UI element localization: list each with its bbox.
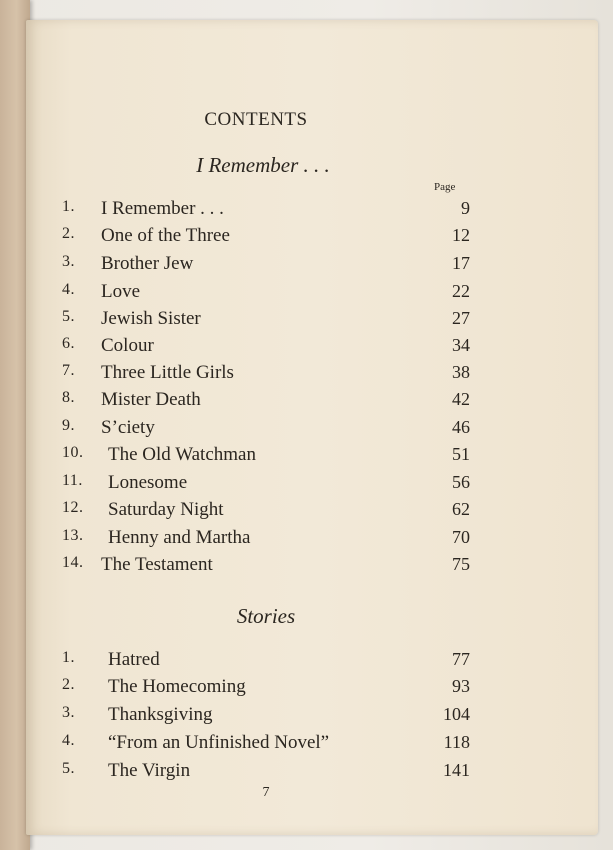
entry-page: 93 bbox=[452, 676, 470, 696]
entry-title: “From an Unfinished Novel” bbox=[108, 732, 330, 753]
entry-title: Colour bbox=[101, 335, 154, 356]
entry-number: 6. bbox=[62, 335, 75, 352]
toc-entry bbox=[26, 704, 598, 730]
entry-title: Saturday Night bbox=[108, 499, 224, 520]
toc-entry bbox=[26, 732, 598, 758]
book-page bbox=[26, 20, 598, 835]
entry-title: Love bbox=[101, 281, 141, 302]
entry-title: The Old Watchman bbox=[108, 444, 256, 465]
entry-title: The Virgin bbox=[108, 760, 191, 781]
entry-page: 62 bbox=[452, 499, 470, 519]
entry-page: 77 bbox=[452, 649, 470, 669]
toc-entry bbox=[26, 760, 598, 786]
entry-title: Lonesome bbox=[108, 472, 188, 493]
entry-page: 9 bbox=[461, 198, 470, 218]
entry-page: 46 bbox=[452, 417, 470, 437]
section-title-i-remember: I Remember . . . bbox=[196, 153, 330, 177]
entry-number: 3. bbox=[62, 253, 75, 270]
toc-entry bbox=[26, 389, 598, 415]
entry-page: 75 bbox=[452, 554, 470, 574]
entry-number: 14. bbox=[62, 554, 84, 571]
toc-entry bbox=[26, 335, 598, 361]
entry-page: 141 bbox=[443, 760, 470, 780]
entry-number: 8. bbox=[62, 389, 75, 406]
entry-title: Mister Death bbox=[101, 389, 201, 410]
entry-page: 38 bbox=[452, 362, 470, 382]
entry-page: 27 bbox=[452, 308, 470, 328]
entry-number: 2. bbox=[62, 225, 75, 242]
toc-entry bbox=[26, 362, 598, 388]
toc-entry bbox=[26, 417, 598, 443]
toc-entry bbox=[26, 472, 598, 498]
entry-page: 70 bbox=[452, 527, 470, 547]
toc-entry bbox=[26, 554, 598, 580]
entry-number: 12. bbox=[62, 499, 84, 516]
toc-entry bbox=[26, 198, 598, 224]
entry-title: Henny and Martha bbox=[108, 527, 251, 548]
entry-number: 1. bbox=[62, 198, 75, 215]
toc-entry bbox=[26, 676, 598, 702]
entry-title: Jewish Sister bbox=[101, 308, 201, 329]
entry-number: 4. bbox=[62, 732, 75, 749]
entry-page: 17 bbox=[452, 253, 470, 273]
entry-page: 12 bbox=[452, 225, 470, 245]
entry-title: Hatred bbox=[108, 649, 160, 670]
entry-number: 10. bbox=[62, 444, 84, 461]
toc-entry bbox=[26, 649, 598, 675]
contents-title: CONTENTS bbox=[204, 109, 308, 130]
entry-number: 1. bbox=[62, 649, 75, 666]
entry-page: 51 bbox=[452, 444, 470, 464]
entry-page: 104 bbox=[443, 704, 470, 724]
entry-number: 4. bbox=[62, 281, 75, 298]
toc-entry bbox=[26, 253, 598, 279]
entry-title: One of the Three bbox=[101, 225, 230, 246]
entry-number: 13. bbox=[62, 527, 84, 544]
entry-number: 7. bbox=[62, 362, 75, 379]
entry-title: S’ciety bbox=[101, 417, 155, 438]
toc-entry bbox=[26, 444, 598, 470]
entry-number: 5. bbox=[62, 760, 75, 777]
page-number: 7 bbox=[262, 785, 270, 800]
page-column-label: Page bbox=[434, 181, 456, 193]
entry-number: 2. bbox=[62, 676, 75, 693]
entry-title: Brother Jew bbox=[101, 253, 194, 274]
entry-number: 3. bbox=[62, 704, 75, 721]
toc-entry bbox=[26, 281, 598, 307]
entry-page: 118 bbox=[443, 732, 470, 752]
entry-number: 9. bbox=[62, 417, 75, 434]
toc-entry bbox=[26, 308, 598, 334]
entry-page: 42 bbox=[452, 389, 470, 409]
toc-entry bbox=[26, 225, 598, 251]
entry-page: 56 bbox=[452, 472, 470, 492]
entry-title: I Remember . . . bbox=[101, 198, 224, 219]
entry-title: The Testament bbox=[101, 554, 213, 575]
entry-number: 5. bbox=[62, 308, 75, 325]
entry-page: 34 bbox=[452, 335, 470, 355]
toc-entry bbox=[26, 499, 598, 525]
toc-entry bbox=[26, 527, 598, 553]
entry-title: The Homecoming bbox=[108, 676, 246, 697]
entry-page: 22 bbox=[452, 281, 470, 301]
entry-title: Thanksgiving bbox=[108, 704, 213, 725]
entry-title: Three Little Girls bbox=[101, 362, 234, 383]
section-title-stories: Stories bbox=[236, 604, 296, 628]
entry-number: 11. bbox=[62, 472, 83, 489]
